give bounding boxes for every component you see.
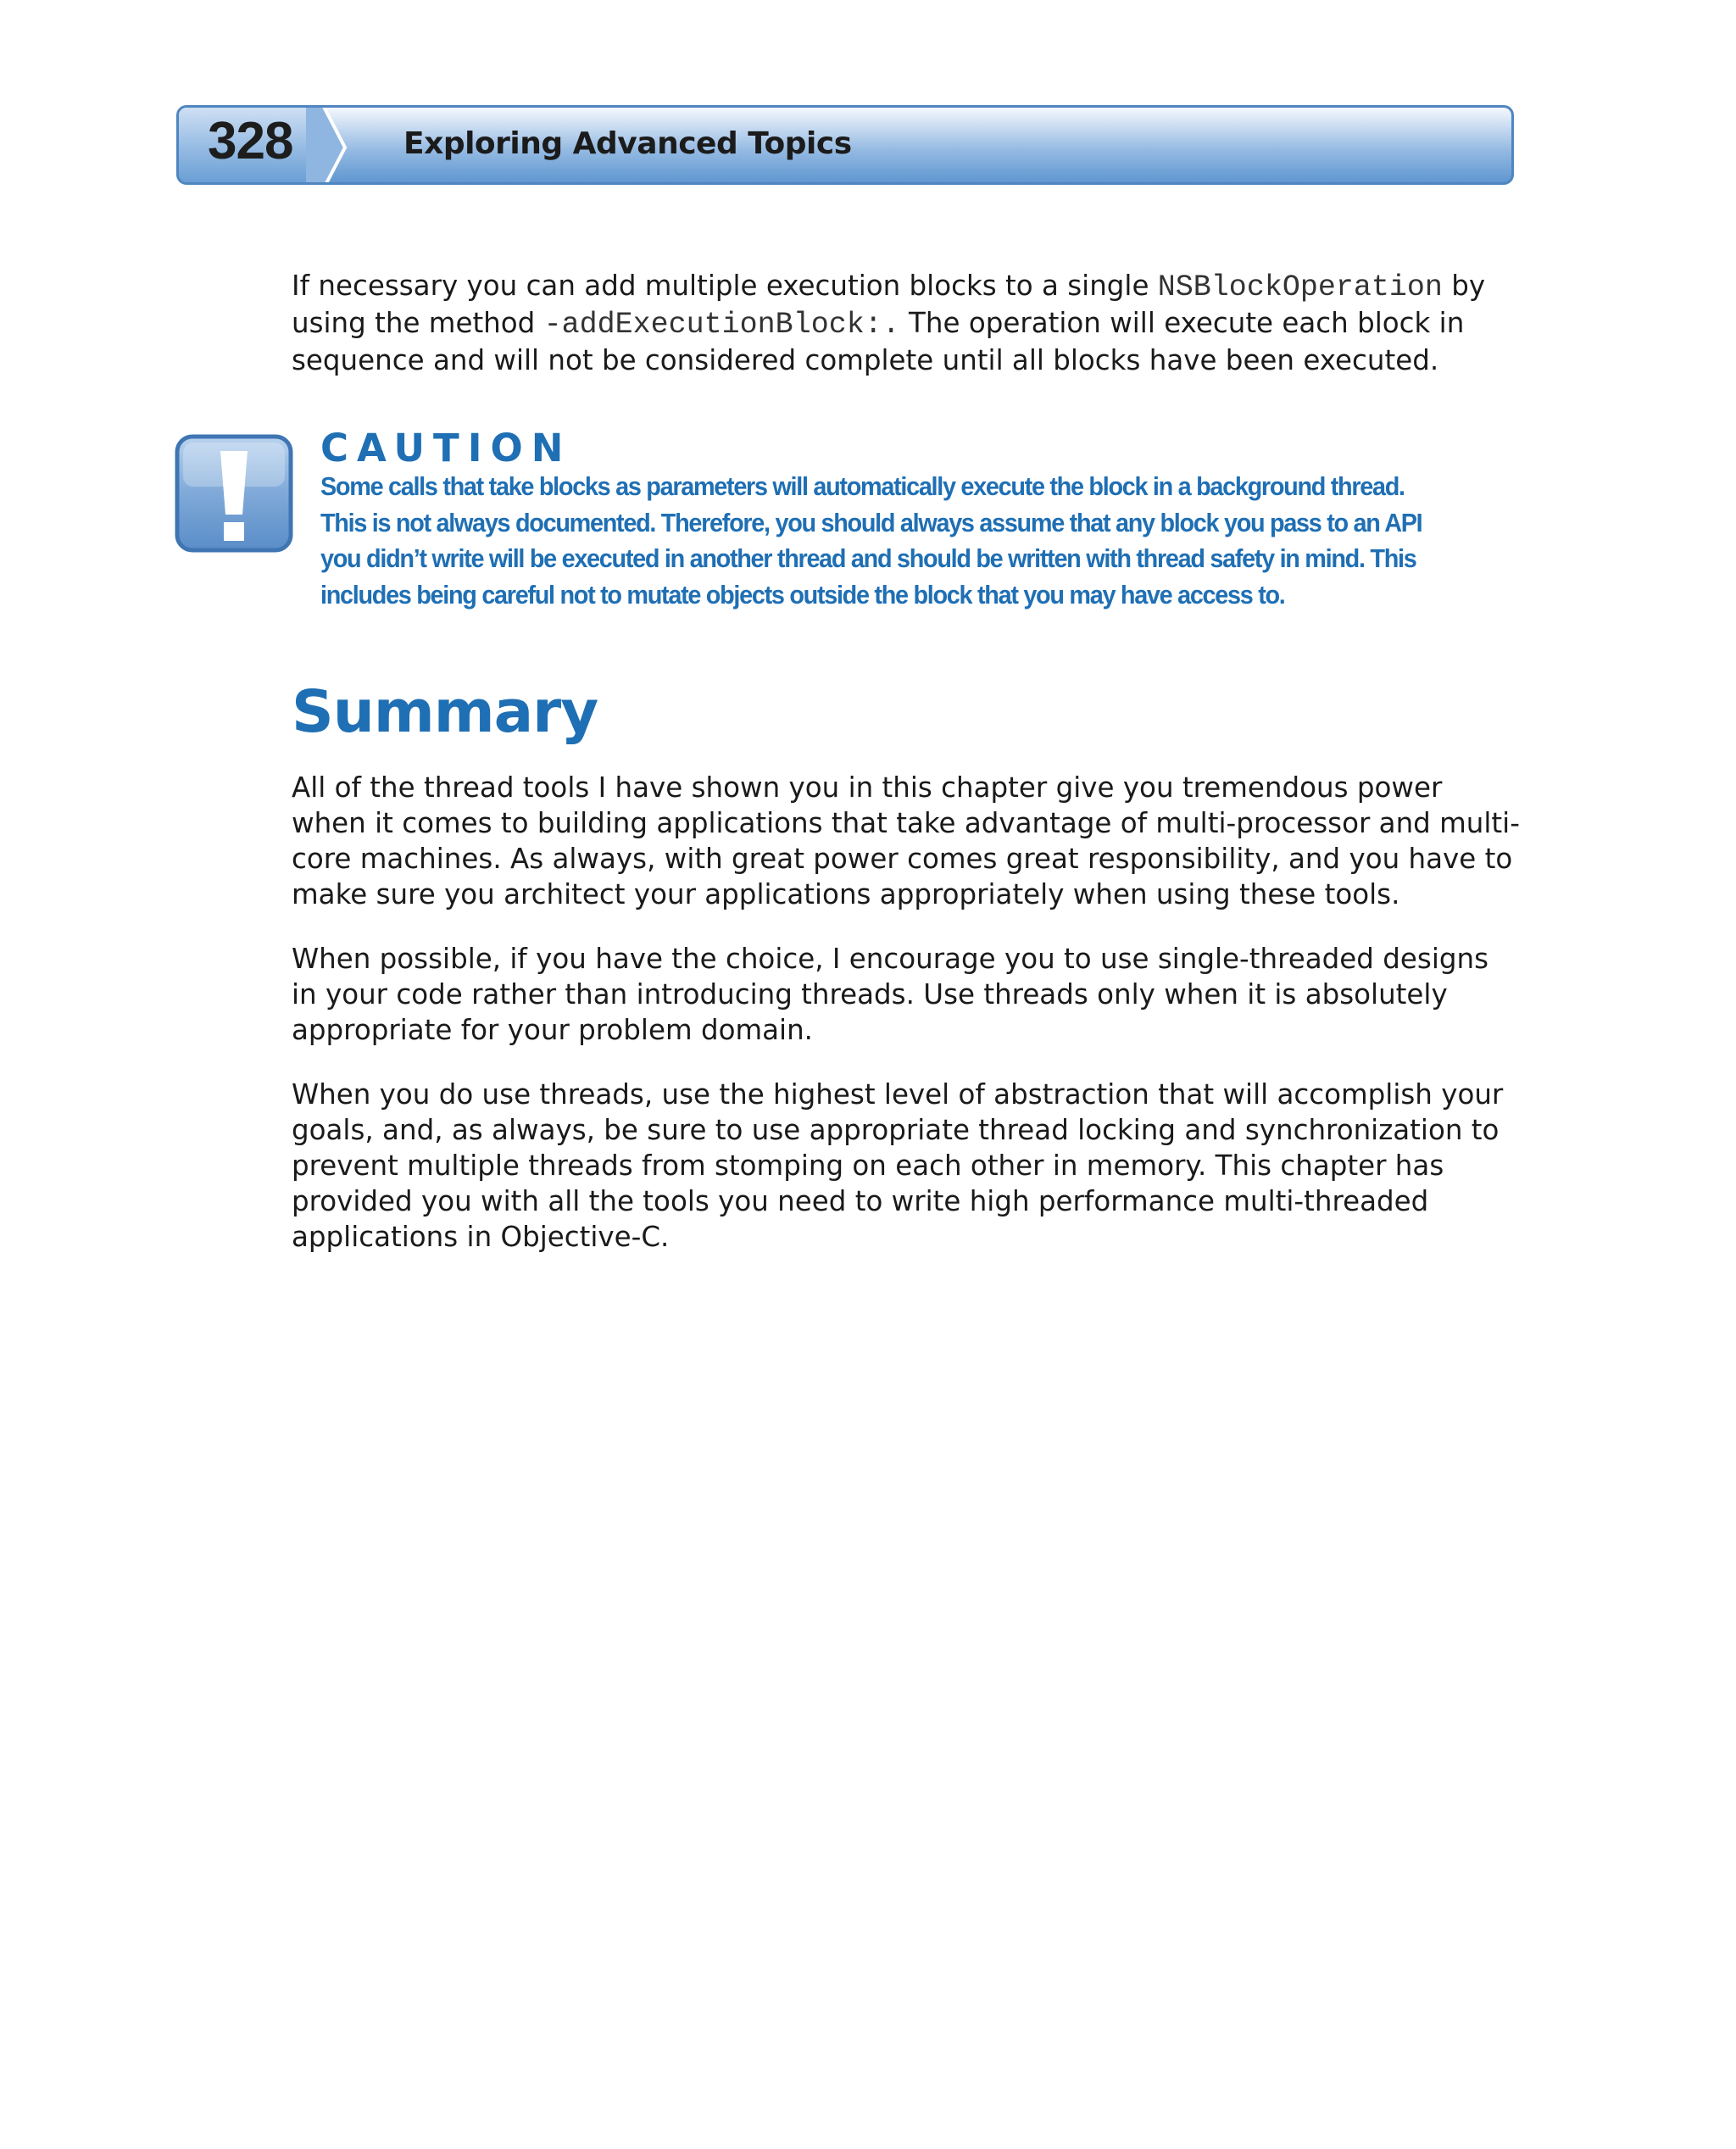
summary-paragraph-1: All of the thread tools I have shown you in this chapter give you tremendous power when it comes to building applications that take advantage of multi-processor and multi-core machines. As always, with great power comes great responsibility, and you have to make sure you architect your applications appropriately when using these tools. <box>292 771 1520 910</box>
header-chevron-icon <box>306 105 357 185</box>
summary-paragraph-2: When possible, if you have the choice, I encourage you to use single-threaded designs in your code rather than introducing threads. Use threads only when it is absolutely appropriate for your problem domain. <box>292 943 1489 1046</box>
page-header <box>176 105 1514 185</box>
caution-text: Some calls that take blocks as parameters will automatically execute the block in a background thread. This is not always documented. Therefore, you should always assume that any block you pass to an API you didn’t write will be executed in another thread and should be written with thread safety in mind. This includes being careful not to mutate objects outside the block that you may have access to. <box>320 471 1422 610</box>
intro-text-1: If necessary you can add multiple execution blocks to a single <box>292 270 1158 302</box>
chapter-title: Exploring Advanced Topics <box>403 126 852 161</box>
intro-code-nsblockoperation: NSBlockOperation <box>1157 270 1443 304</box>
intro-paragraph <box>292 268 1521 378</box>
intro-code-addexecutionblock: -addExecutionBlock:. <box>543 308 900 342</box>
page-number: 328 <box>208 112 293 170</box>
summary-paragraph-3: When you do use threads, use the highest level of abstraction that will accomplish your goals, and, as always, be sure to use appropriate thread locking and synchronization to prevent multiple threads from stomping on each other in memory. This chapter has provided you with all the tools you need to write high performance multi-threaded applications in Objective-C. <box>292 1078 1504 1253</box>
exclamation-icon <box>175 434 293 553</box>
caution-heading: CAUTION <box>320 426 572 470</box>
intro-text-3: The operation will execute each block in sequence and will not be considered complete until all blocks have been executed. <box>292 307 1465 376</box>
section-heading-summary: Summary <box>292 678 598 746</box>
intro-text-2: by using the method <box>292 270 1486 339</box>
